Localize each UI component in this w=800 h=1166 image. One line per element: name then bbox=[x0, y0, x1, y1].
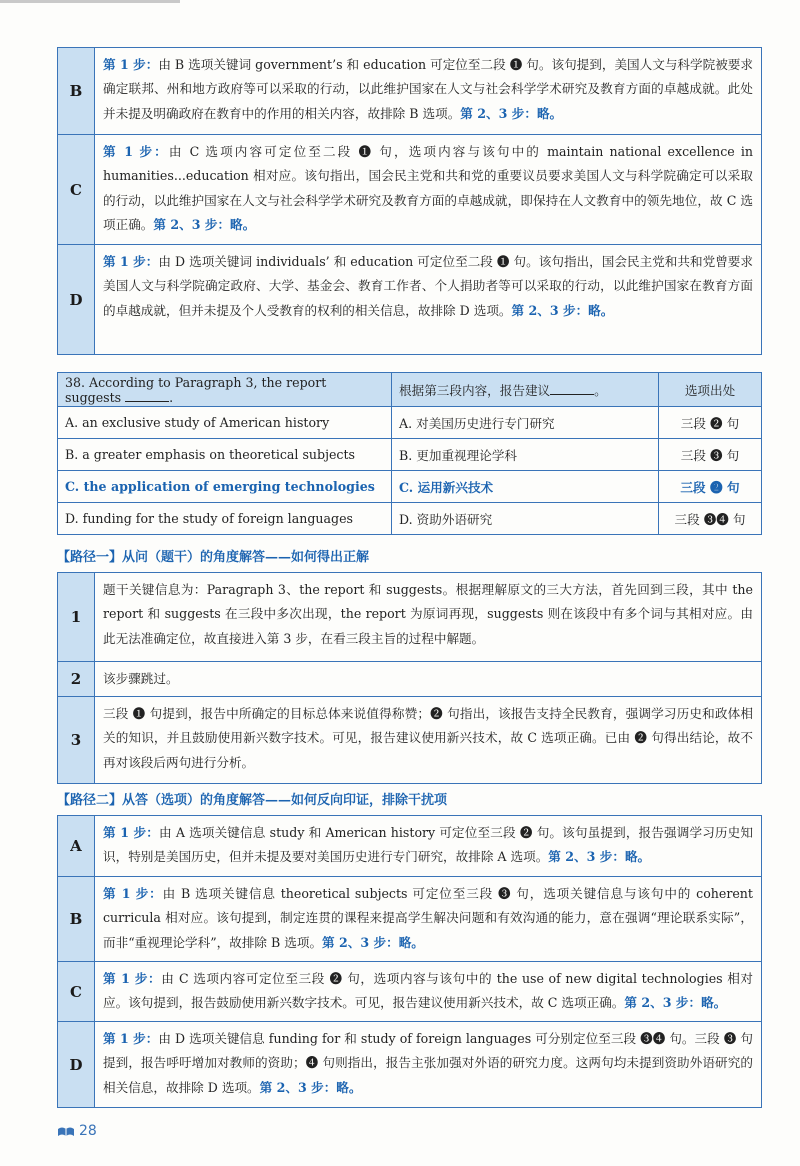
path-two-row-d bbox=[58, 1021, 761, 1107]
option-en: C. the application of emerging technologies bbox=[58, 471, 392, 503]
question-cn: 根据第三段内容，报告建议 。 bbox=[392, 373, 659, 407]
option-source: 三段 ❷ 句 bbox=[659, 471, 762, 503]
row-text: 第 1 步：由 B 选项关键词 government’s 和 education 可定位至二段 ❶ 句。该句提到，美国人文与科学院被要求确定联邦、州和地方政府等可以采取的行动，以此维护国家在人文与社会科学学术研究及教育方面的卓越成就。此处并未提及明确政府在教育中的作用的相关内容，故排除 B 选项。第 2、3 步：略。 bbox=[103, 57, 753, 121]
option-en: A. an exclusive study of American history bbox=[58, 407, 392, 439]
question-table bbox=[57, 372, 762, 535]
row-text: 第 1 步：由 A 选项关键信息 study 和 American history 可定位至三段 ❷ 句。该句虽提到，报告强调学习历史知识，特别是美国历史，但并未提及要对美国历史进行专门研究，故排除 A 选项。第 2、3 步：略。 bbox=[103, 825, 753, 865]
row-label: A bbox=[58, 816, 95, 876]
row-text: 三段 ❶ 句提到，报告中所确定的目标总体来说值得称赞；❷ 句指出，该报告支持全民教育，强调学习历史和政体相关的知识，并且鼓励使用新兴数字技术。可见，报告建议使用新兴技术，故 C 选项正确。已由 ❷ 句得出结论，故不再对该段后两句进行分析。 bbox=[103, 706, 753, 770]
top-rule bbox=[0, 0, 180, 3]
path-two-heading: 【路径二】从答（选项）的角度解答——如何反向印证，排除干扰项 bbox=[57, 793, 448, 808]
option-en: B. a greater emphasis on theoretical subjects bbox=[58, 439, 392, 471]
option-source: 三段 ❷ 句 bbox=[659, 407, 762, 439]
option-source: 三段 ❸❹ 句 bbox=[659, 503, 762, 535]
path-one-row-3 bbox=[58, 696, 761, 783]
row-text: 第 1 步：由 B 选项关键信息 theoretical subjects 可定位至三段 ❸ 句，选项关键信息与该句中的 coherent curricula 相对应。该句提到，制定连贯的课程来提高学生解决问题和有效沟通的能力，意在强调“理论联系实际”，而非“重视理论学科”，故排除 B 选项。第 2、3 步：略。 bbox=[103, 886, 753, 950]
option-en: D. funding for the study of foreign languages bbox=[58, 503, 392, 535]
analysis-row-c bbox=[58, 134, 761, 244]
analysis-row-d bbox=[58, 244, 761, 354]
option-source: 三段 ❸ 句 bbox=[659, 439, 762, 471]
option-analysis-block-1 bbox=[57, 47, 762, 355]
path-two-row-b bbox=[58, 876, 761, 961]
row-label: C bbox=[58, 962, 95, 1021]
question-header-row bbox=[58, 373, 762, 407]
row-label: D bbox=[58, 245, 95, 354]
path-two-row-c bbox=[58, 961, 761, 1021]
row-label: B bbox=[58, 877, 95, 961]
path-one-heading: 【路径一】从问（题干）的角度解答——如何得出正解 bbox=[57, 550, 370, 565]
path-two-row-a bbox=[58, 816, 761, 876]
row-label: C bbox=[58, 135, 95, 244]
row-label: B bbox=[58, 48, 95, 134]
book-icon bbox=[57, 1124, 75, 1138]
path-one-row-1 bbox=[58, 573, 761, 661]
option-cn: C. 运用新兴技术 bbox=[392, 471, 659, 503]
option-cn: B. 更加重视理论学科 bbox=[392, 439, 659, 471]
option-cn: A. 对美国历史进行专门研究 bbox=[392, 407, 659, 439]
answer-blank bbox=[125, 391, 169, 402]
option-row-b bbox=[58, 439, 762, 471]
source-header: 选项出处 bbox=[659, 373, 762, 407]
option-row-a bbox=[58, 407, 762, 439]
row-label: 1 bbox=[58, 573, 95, 661]
question-en: 38. According to Paragraph 3, the report suggests . bbox=[58, 373, 392, 407]
row-text: 该步骤跳过。 bbox=[103, 671, 179, 686]
path-one-row-2 bbox=[58, 661, 761, 696]
option-row-c-correct bbox=[58, 471, 762, 503]
row-label: 2 bbox=[58, 662, 95, 696]
row-text: 第 1 步：由 C 选项内容可定位至二段 ❶ 句，选项内容与该句中的 maintain national excellence in humanities...education 相对应。该句指出，国会民主党和共和党的重要议员要求美国人文与科学院确定可以采取的行动，以此维护国家在人文与社会科学学术研究及教育方面的卓越成就，即保持在人文教育中的领先地位，故 C 选项正确。第 2、3 步：略。 bbox=[103, 144, 753, 233]
row-text: 第 1 步：由 D 选项关键词 individuals’ 和 education 可定位至二段 ❶ 句。该句指出，国会民主党和共和党曾要求美国人文与科学院确定政府、大学、基金会、教育工作者、个人捐助者等可以采取的行动，以此维护国家在教育方面的卓越成就，但并未提及个人受教育的权利的相关信息，故排除 D 选项。第 2、3 步：略。 bbox=[103, 254, 753, 318]
row-text: 第 1 步：由 C 选项内容可定位至三段 ❷ 句，选项内容与该句中的 the use of new digital technologies 相对应。该句提到，报告鼓励使用新兴数字技术。可见，报告建议使用新兴技术，故 C 选项正确。第 2、3 步：略。 bbox=[103, 971, 753, 1011]
row-label: D bbox=[58, 1022, 95, 1107]
answer-blank bbox=[550, 384, 594, 395]
option-row-d bbox=[58, 503, 762, 535]
path-two-block bbox=[57, 815, 762, 1108]
row-text: 题干关键信息为：Paragraph 3、the report 和 suggests。根据理解原文的三大方法，首先回到三段，其中 the report 和 suggests 在三段中多次出现，the report 为原词再现，suggests 则在该段中有多个词与其相对应。由此无法准确定位，故直接进入第 3 步，在看三段主旨的过程中解题。 bbox=[103, 582, 753, 646]
option-cn: D. 资助外语研究 bbox=[392, 503, 659, 535]
path-one-block bbox=[57, 572, 762, 784]
row-label: 3 bbox=[58, 697, 95, 783]
analysis-row-b bbox=[58, 48, 761, 134]
page-number: 28 bbox=[79, 1123, 97, 1139]
row-text: 第 1 步：由 D 选项关键信息 funding for 和 study of foreign languages 可分别定位至三段 ❸❹ 句。三段 ❸ 句提到，报告呼吁增加对教师的资助；❹ 句则指出，报告主张加强对外语的研究力度。这两句均未提到资助外语研究的相关信息，故排除 D 选项。第 2、3 步：略。 bbox=[103, 1031, 753, 1095]
page-footer bbox=[57, 1123, 97, 1139]
